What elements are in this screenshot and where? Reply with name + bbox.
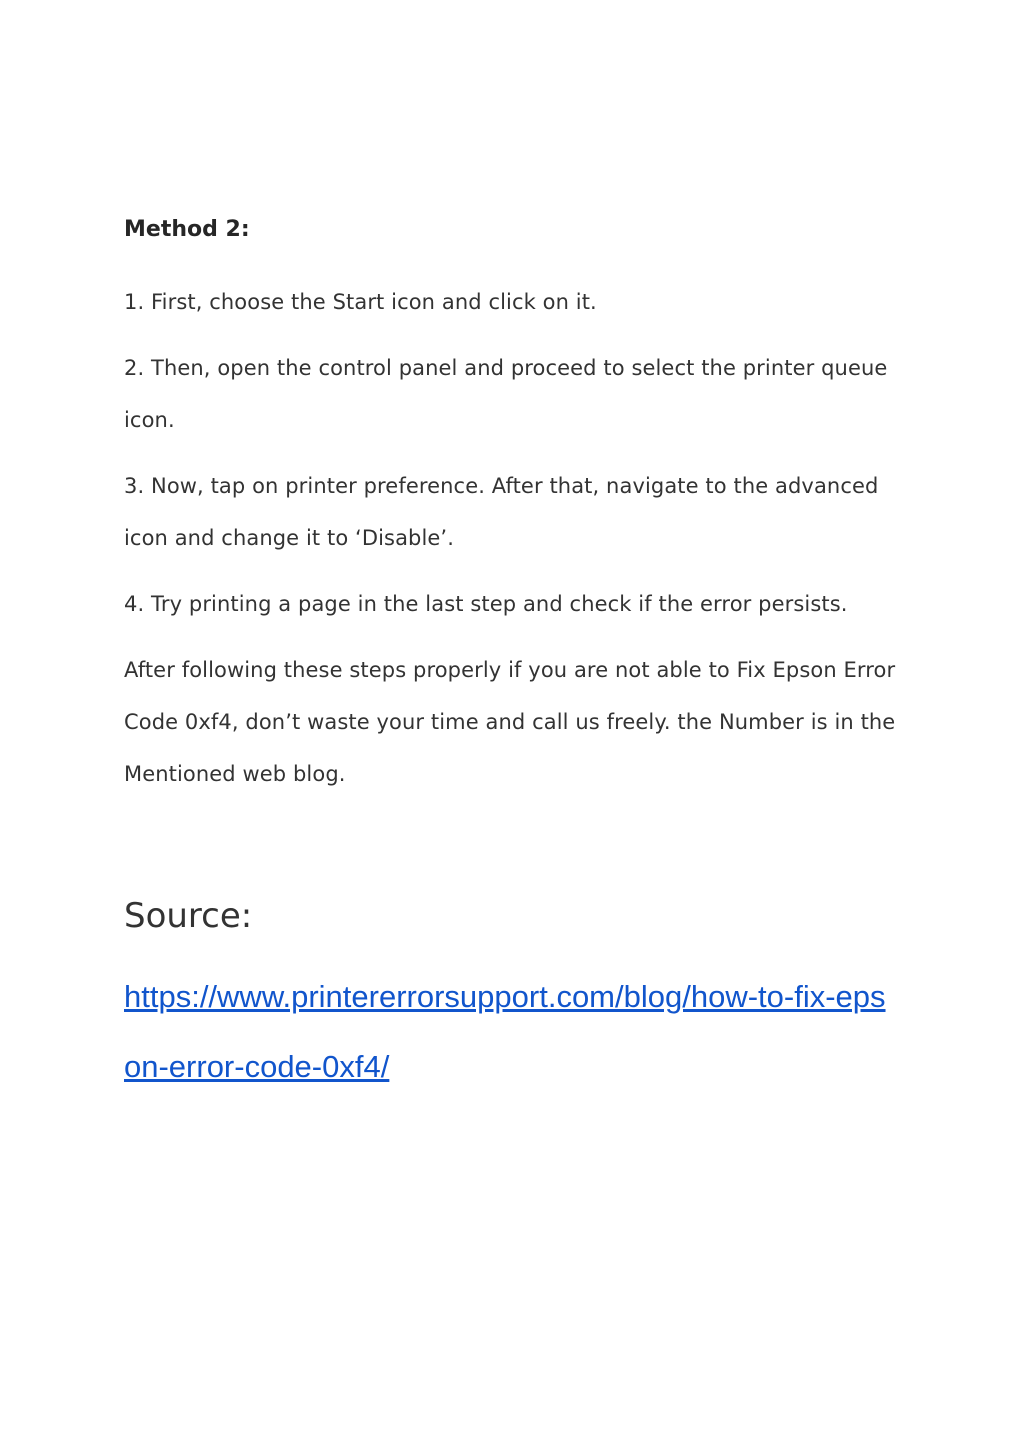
step-4: 4. Try printing a page in the last step and check if the error persists. <box>124 592 848 616</box>
document-content <box>124 210 924 1102</box>
step-1: 1. First, choose the Start icon and click on it. <box>124 290 597 314</box>
step-3: 3. Now, tap on printer preference. After that, navigate to the advanced icon and change it to ‘Disable’. <box>124 474 879 550</box>
source-heading: Source: <box>124 896 253 936</box>
source-link[interactable]: https://www.printererrorsupport.com/blog/how-to-fix-epson-error-code-0xf4/ <box>124 979 886 1084</box>
step-2: 2. Then, open the control panel and proceed to select the printer queue icon. <box>124 356 888 432</box>
closing-paragraph: After following these steps properly if you are not able to Fix Epson Error Code 0xf4, don’t waste your time and call us freely. the Number is in the Mentioned web blog. <box>124 658 896 786</box>
method-heading: Method 2: <box>124 217 250 242</box>
